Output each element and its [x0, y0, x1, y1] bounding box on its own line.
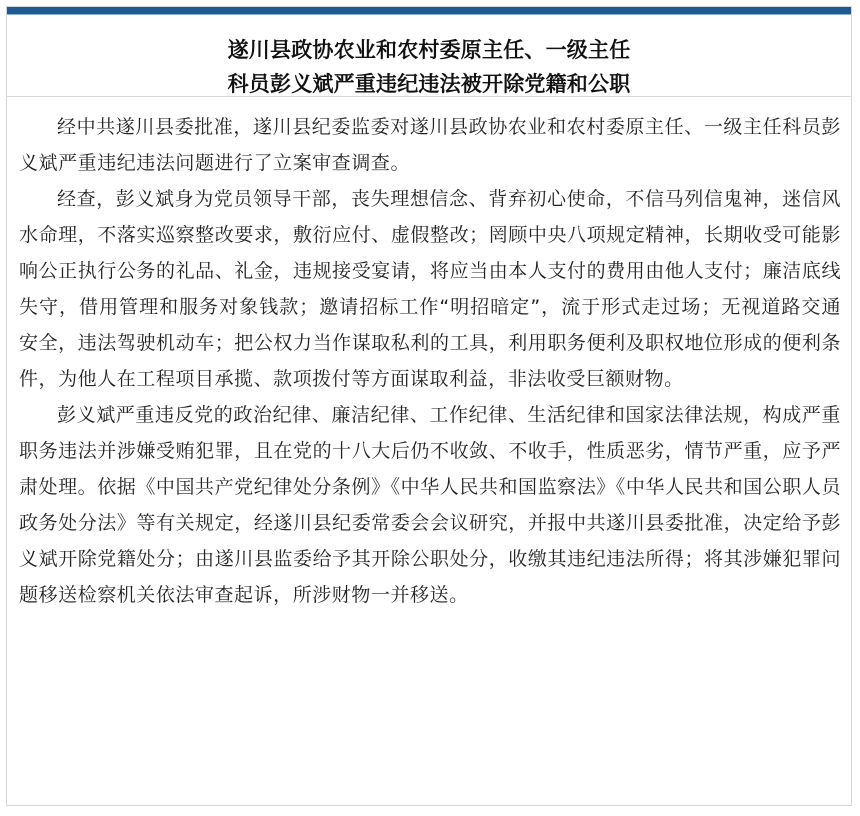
article-panel [6, 6, 852, 806]
article-title [7, 15, 851, 97]
article-body [7, 97, 851, 613]
article-title-line-2: 科员彭义斌严重违纪违法被开除党籍和公职 [227, 72, 631, 96]
article-paragraph-2: 经查，彭义斌身为党员领导干部，丧失理想信念、背弃初心使命，不信马列信鬼神，迷信风水命理，不落实巡察整改要求，敷衍应付、虚假整改；罔顾中央八项规定精神，长期收受可能影响公正执行公务的礼品、礼金，违规接受宴请，将应当由本人支付的费用由他人支付；廉洁底线失守，借用管理和服务对象钱款；邀请招标工作“明招暗定”，流于形式走过场；无视道路交通安全，违法驾驶机动车；把公权力当作谋取私利的工具，利用职务便利及职权地位形成的便利条件，为他人在工程项目承揽、款项拨付等方面谋取利益，非法收受巨额财物。 [19, 188, 841, 390]
article-paragraph-3: 彭义斌严重违反党的政治纪律、廉洁纪律、工作纪律、生活纪律和国家法律法规，构成严重职务违法并涉嫌受贿犯罪，且在党的十八大后仍不收敛、不收手，性质恶劣，情节严重，应予严肃处理。依据《中国共产党纪律处分条例》《中华人民共和国监察法》《中华人民共和国公职人员政务处分法》等有关规定，经遂川县纪委常委会会议研究，并报中共遂川县委批准，决定给予彭义斌开除党籍处分；由遂川县监委给予其开除公职处分，收缴其违纪违法所得；将其涉嫌犯罪问题移送检察机关依法审查起诉，所涉财物一并移送。 [19, 404, 841, 606]
article-title-line-1: 遂川县政协农业和农村委原主任、一级主任 [227, 38, 631, 62]
top-accent-bar [7, 7, 851, 15]
article-paragraph-1: 经中共遂川县委批准，遂川县纪委监委对遂川县政协农业和农村委原主任、一级主任科员彭义斌严重违纪违法问题进行了立案审查调查。 [19, 116, 841, 174]
